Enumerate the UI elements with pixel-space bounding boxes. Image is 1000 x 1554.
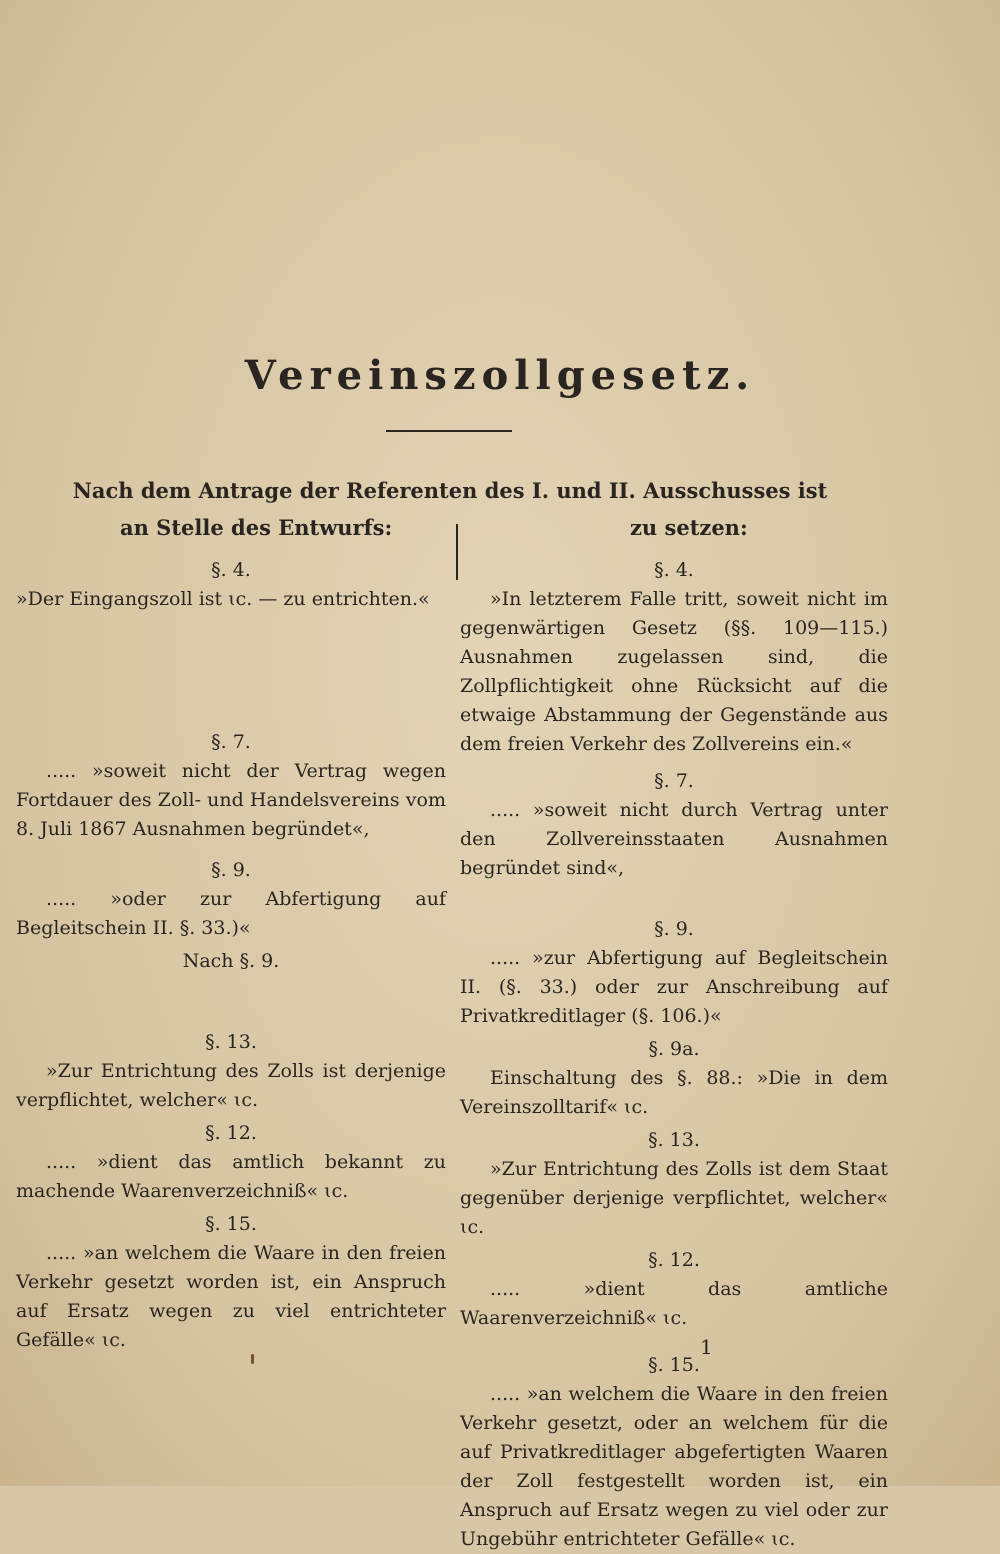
section-number: §. 9a. bbox=[648, 1038, 700, 1060]
section-number: §. 15. bbox=[205, 1213, 257, 1235]
section-text: ..... »soweit nicht durch Vertrag unter den Zollvereinsstaaten Ausnahmen begründet sind«, bbox=[460, 799, 888, 879]
section-number: §. 13. bbox=[205, 1031, 257, 1053]
section-number: §. 7. bbox=[654, 770, 694, 792]
page-number: 1 bbox=[700, 1335, 713, 1359]
section-text: ..... »an welchem die Waare in den freien Verkehr gesetzt worden ist, ein Anspruch auf Ersatz wegen zu viel entrichteter Gefälle« ɩc. bbox=[16, 1242, 446, 1351]
section-number: §. 4. bbox=[211, 559, 251, 581]
right-column bbox=[460, 556, 888, 1554]
section-text: »Der Eingangszoll ist ɩc. — zu entrichten.« bbox=[16, 588, 430, 610]
section-number: §. 9. bbox=[211, 859, 251, 881]
section-text: ..... »dient das amtlich bekannt zu machende Waarenverzeichniß« ɩc. bbox=[16, 1151, 446, 1202]
left-column-header: an Stelle des Entwurfs: bbox=[120, 515, 393, 540]
right-column-header: zu setzen: bbox=[630, 515, 748, 540]
section-text: ..... »dient das amtliche Waarenverzeichniß« ɩc. bbox=[460, 1278, 888, 1329]
section-number: §. 12. bbox=[205, 1122, 257, 1144]
column-divider bbox=[456, 524, 458, 580]
section-number: §. 13. bbox=[648, 1129, 700, 1151]
left-column bbox=[16, 556, 446, 1355]
title-divider bbox=[386, 430, 512, 432]
section-number: Nach §. 9. bbox=[182, 950, 280, 972]
section-number: §. 15. bbox=[648, 1354, 700, 1376]
section-number: §. 7. bbox=[211, 731, 251, 753]
section-number: §. 9. bbox=[654, 918, 694, 940]
ink-mark bbox=[251, 1354, 254, 1364]
section-text: »In letzterem Falle tritt, soweit nicht im gegenwärtigen Gesetz (§§. 109—115.) Ausnahmen zugelassen sind, die Zollpflichtigkeit ohne Rücksicht auf die etwaige Abstammung der Gegenstände aus dem freien Verkehr des Zollvereins ein.« bbox=[460, 588, 888, 755]
section-text: ..... »zur Abfertigung auf Begleitschein II. (§. 33.) oder zur Anschreibung auf Privatkreditlager (§. 106.)« bbox=[460, 947, 888, 1027]
section-text: ..... »oder zur Abfertigung auf Begleitschein II. §. 33.)« bbox=[16, 888, 446, 939]
section-number: §. 4. bbox=[654, 559, 694, 581]
section-text: »Zur Entrichtung des Zolls ist dem Staat gegenüber derjenige verpflichtet, welcher« ɩc. bbox=[460, 1158, 888, 1238]
motion-heading: Nach dem Antrage der Referenten des I. und II. Ausschusses ist bbox=[72, 478, 828, 503]
section-text: ..... »soweit nicht der Vertrag wegen Fortdauer des Zoll- und Handelsvereins vom 8. Juli 1867 Ausnahmen begründet«, bbox=[16, 760, 446, 840]
section-text: ..... »an welchem die Waare in den freien Verkehr gesetzt, oder an welchem für die auf Privatkreditlager abgefertigten Waaren der Zoll festgestellt worden ist, ein Anspruch auf Ersatz wegen zu viel oder zur Ungebühr entrichteter Gefälle« ɩc. bbox=[460, 1383, 888, 1550]
section-text: »Zur Entrichtung des Zolls ist derjenige verpflichtet, welcher« ɩc. bbox=[16, 1060, 446, 1111]
section-number: §. 12. bbox=[648, 1249, 700, 1271]
document-title: Vereinszollgesetz. bbox=[244, 352, 756, 399]
section-text: Einschaltung des §. 88.: »Die in dem Vereinszolltarif« ɩc. bbox=[460, 1067, 888, 1118]
